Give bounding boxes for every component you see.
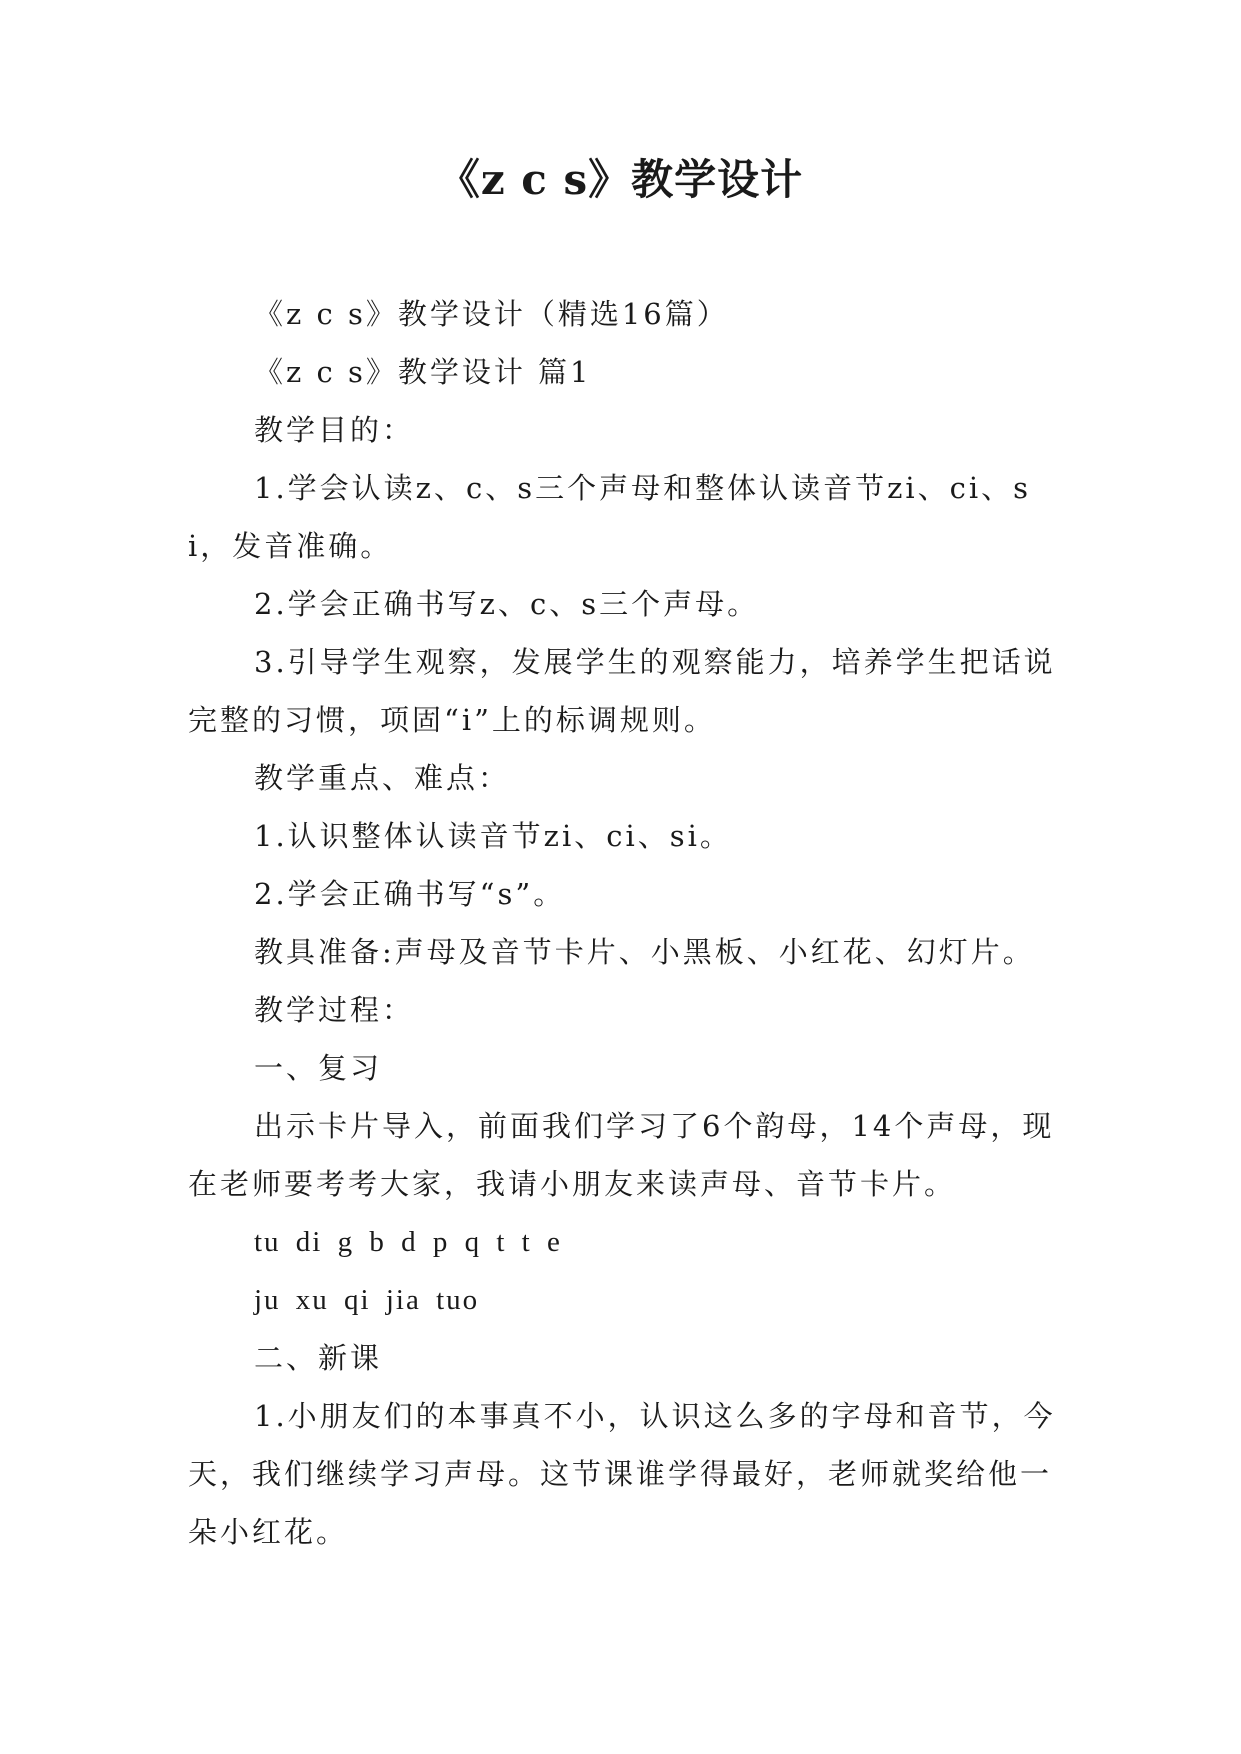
- paragraph-objectives-heading: 教学目的：: [254, 413, 415, 447]
- paragraph-materials: 教具准备:声母及音节卡片、小黑板、小红花、幻灯片。: [254, 935, 1035, 969]
- document-body: [188, 285, 1068, 1561]
- paragraph-review-heading: 一、复习: [254, 1051, 383, 1085]
- paragraph-objective-1: 1.学会认读z、c、s三个声母和整体认读音节zi、ci、si，发音准确。: [188, 471, 1032, 563]
- paragraph-keypoint-2: 2.学会正确书写“s”。: [254, 877, 566, 911]
- paragraph-objective-2: 2.学会正确书写z、c、s三个声母。: [254, 587, 760, 621]
- paragraph-keypoints-heading: 教学重点、难点：: [254, 761, 511, 795]
- paragraph-section-heading: 《z c s》教学设计 篇1: [254, 355, 592, 389]
- paragraph-process-heading: 教学过程：: [254, 993, 415, 1027]
- paragraph-pinyin-line-1: tu di g b d p q t t e: [254, 1226, 562, 1258]
- paragraph-newlesson-heading: 二、新课: [254, 1341, 383, 1375]
- paragraph-keypoint-1: 1.认识整体认读音节zi、ci、si。: [254, 819, 732, 853]
- document-title: 《z c s》教学设计: [437, 155, 804, 204]
- paragraph-subtitle: 《z c s》教学设计（精选16篇）: [254, 297, 729, 331]
- paragraph-pinyin-line-2: ju xu qi jia tuo: [254, 1284, 480, 1316]
- paragraph-newlesson-text: 1.小朋友们的本事真不小，认识这么多的字母和音节，今天，我们继续学习声母。这节课谁学得最好，老师就奖给他一朵小红花。: [188, 1399, 1056, 1549]
- paragraph-review-text: 出示卡片导入，前面我们学习了6个韵母，14个声母，现在老师要考考大家，我请小朋友来读声母、音节卡片。: [188, 1109, 1055, 1201]
- paragraph-objective-3: 3.引导学生观察，发展学生的观察能力，培养学生把话说完整的习惯，项固“i”上的标调规则。: [188, 645, 1056, 737]
